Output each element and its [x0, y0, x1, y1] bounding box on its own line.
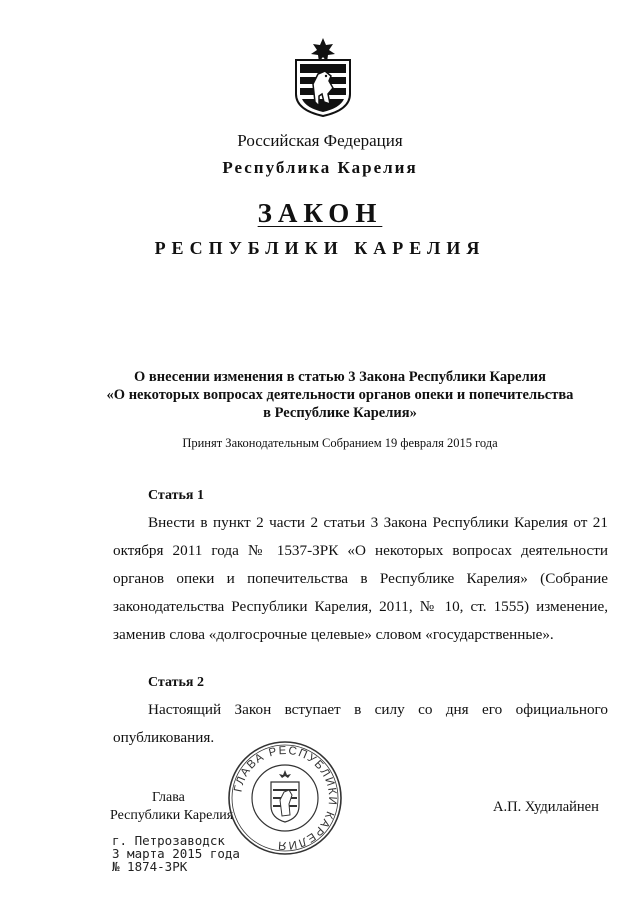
signer-position-line: Республики Карелия [110, 808, 234, 823]
country-name: Российская Федерация [237, 131, 403, 150]
document-issuer: РЕСПУБЛИКИ КАРЕЛИЯ [154, 238, 486, 258]
signer-position-line: Глава [152, 790, 185, 805]
article-1-heading: Статья 1 [148, 488, 204, 503]
coat-of-arms-emblem [290, 36, 356, 118]
official-seal [227, 740, 343, 856]
document-type: ЗАКОН [257, 198, 383, 228]
article-2-text [113, 696, 608, 752]
article-1-paragraph: Внести в пункт 2 части 2 статьи 3 Закона Республики Карелия от 21 октября 2011 года № 1537-ЗРК «О некоторых вопросах деятельности органов опеки и попечительства в Республике Карелия» (Собрание законодательства Республики Карелия, 2011, № 10, ст. 1555) изменение, заменив слова «долгосрочные целевые» словом «государственные». [113, 514, 608, 643]
registration-date: 3 марта 2015 года [112, 846, 240, 861]
seal-text: ГЛАВА РЕСПУБЛИКИ КАРЕЛИЯ [232, 744, 339, 852]
registration-number: № 1874-ЗРК [112, 859, 188, 874]
article-1-text [113, 509, 608, 649]
republic-name: Республика Карелия [222, 158, 418, 177]
registration-stamp [112, 834, 240, 873]
adoption-note: Принят Законодательным Собранием 19 февраля 2015 года [182, 436, 498, 450]
law-title-line: О внесении изменения в статью 3 Закона Республики Карелия [134, 369, 546, 385]
article-2-heading: Статья 2 [148, 675, 204, 690]
signer-name: А.П. Худилайнен [493, 799, 599, 815]
article-2-paragraph: Настоящий Закон вступает в силу со дня его официального опубликования. [113, 701, 608, 746]
law-title-line: в Республике Карелия» [263, 405, 417, 421]
law-title [60, 368, 620, 422]
registration-city: г. Петрозаводск [112, 833, 225, 848]
law-title-line: «О некоторых вопросах деятельности органов опеки и попечительства [106, 387, 574, 403]
